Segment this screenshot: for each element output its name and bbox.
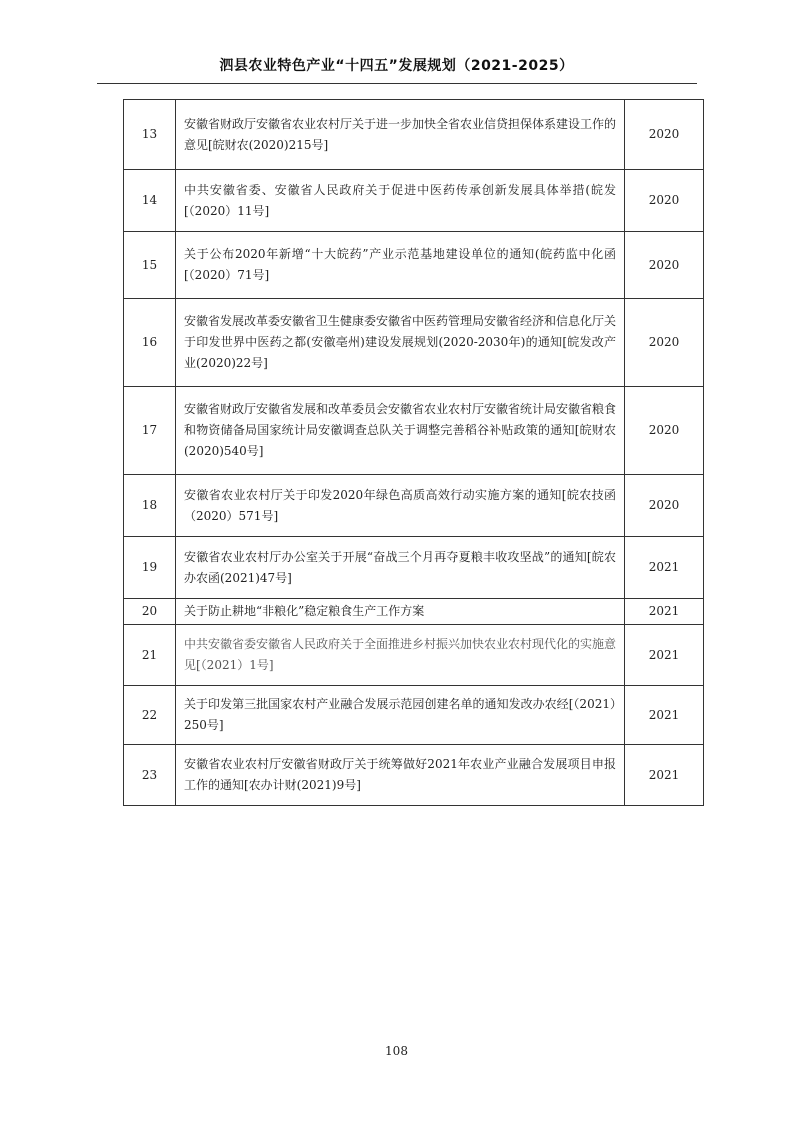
document-year: 2020	[625, 100, 704, 170]
document-title: 安徽省发展改革委安徽省卫生健康委安徽省中医药管理局安徽省经济和信息化厅关于印发世界中医药之都(安徽亳州)建设发展规划(2020-2030年)的通知[皖发改产业(2020)22号]	[176, 299, 625, 387]
page-number: 108	[385, 1044, 408, 1058]
document-title: 安徽省农业农村厅办公室关于开展“奋战三个月再夺夏粮丰收攻坚战”的通知[皖农办农函(2021)47号]	[176, 537, 625, 599]
document-title: 关于防止耕地“非粮化”稳定粮食生产工作方案	[176, 599, 625, 625]
document-year: 2020	[625, 299, 704, 387]
row-number: 17	[124, 387, 176, 475]
document-year: 2021	[625, 599, 704, 625]
table-row	[124, 170, 704, 232]
row-number: 20	[124, 599, 176, 625]
document-title: 中共安徽省委安徽省人民政府关于全面推进乡村振兴加快农业农村现代化的实施意见[（2021）1号]	[176, 625, 625, 686]
document-year: 2021	[625, 625, 704, 686]
row-number: 23	[124, 745, 176, 806]
row-number: 22	[124, 686, 176, 745]
header-divider	[97, 83, 697, 84]
row-number: 16	[124, 299, 176, 387]
document-year: 2020	[625, 387, 704, 475]
document-title: 安徽省农业农村厅安徽省财政厅关于统筹做好2021年农业产业融合发展项目申报工作的通知[农办计财(2021)9号]	[176, 745, 625, 806]
table-row	[124, 475, 704, 537]
row-number: 18	[124, 475, 176, 537]
document-year: 2020	[625, 170, 704, 232]
row-number: 15	[124, 232, 176, 299]
document-title: 关于印发第三批国家农村产业融合发展示范园创建名单的通知发改办农经[（2021）250号]	[176, 686, 625, 745]
document-title: 中共安徽省委、安徽省人民政府关于促进中医药传承创新发展具体举措(皖发[（2020）11号]	[176, 170, 625, 232]
table-row	[124, 745, 704, 806]
document-title: 安徽省财政厅安徽省农业农村厅关于进一步加快全省农业信贷担保体系建设工作的意见[皖财农(2020)215号]	[176, 100, 625, 170]
document-year: 2021	[625, 745, 704, 806]
table-row	[124, 100, 704, 170]
table-row	[124, 686, 704, 745]
row-number: 14	[124, 170, 176, 232]
document-title: 关于公布2020年新增“十大皖药”产业示范基地建设单位的通知(皖药监中化函[（2020）71号]	[176, 232, 625, 299]
table-row	[124, 537, 704, 599]
document-year: 2020	[625, 232, 704, 299]
row-number: 21	[124, 625, 176, 686]
table-row	[124, 599, 704, 625]
table-row	[124, 625, 704, 686]
document-year: 2021	[625, 686, 704, 745]
document-title: 安徽省财政厅安徽省发展和改革委员会安徽省农业农村厅安徽省统计局安徽省粮食和物资储备局国家统计局安徽调查总队关于调整完善稻谷补贴政策的通知[皖财农(2020)540号]	[176, 387, 625, 475]
policy-document-table	[123, 99, 704, 806]
document-year: 2020	[625, 475, 704, 537]
table-row	[124, 232, 704, 299]
document-year: 2021	[625, 537, 704, 599]
table-row	[124, 387, 704, 475]
document-title: 安徽省农业农村厅关于印发2020年绿色高质高效行动实施方案的通知[皖农技函（2020）571号]	[176, 475, 625, 537]
table-row	[124, 299, 704, 387]
page-header-title: 泗县农业特色产业“十四五”发展规划（2021-2025）	[219, 58, 574, 74]
row-number: 19	[124, 537, 176, 599]
row-number: 13	[124, 100, 176, 170]
